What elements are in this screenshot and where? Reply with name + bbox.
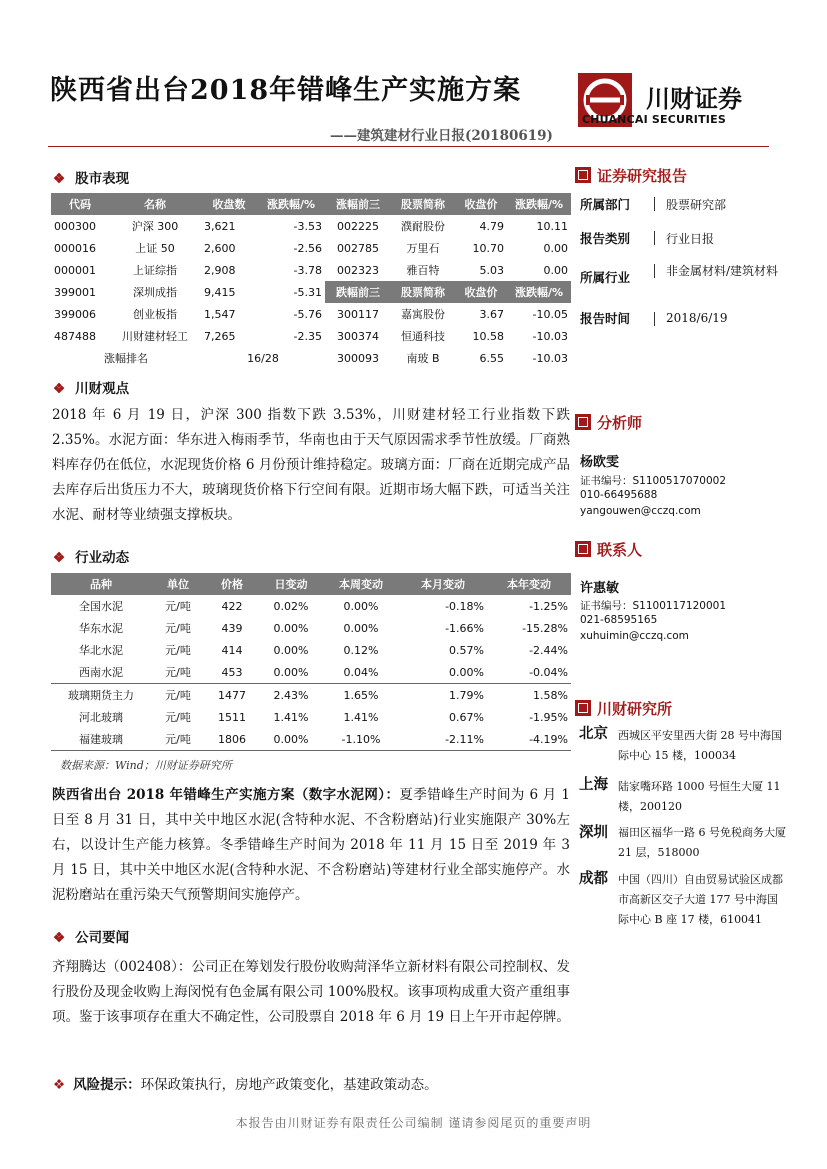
cell: 0.12% — [343, 643, 379, 657]
cell: 422 — [221, 599, 243, 613]
cell: 0.02% — [273, 599, 309, 613]
report-heading — [575, 165, 687, 186]
cell: 300374 — [337, 329, 379, 343]
cell: 300117 — [337, 307, 379, 321]
risk-text: 环保政策执行，房地产政策变化，基建政策动态。 — [140, 1077, 438, 1093]
cell: -1.66% — [445, 621, 484, 635]
cell: -1.10% — [341, 732, 381, 746]
cell: 元/吨 — [165, 733, 191, 746]
section-industry-title: 行业动态 — [75, 550, 130, 566]
cell: -1.25% — [529, 599, 568, 613]
cell: 沪深 300 — [131, 220, 179, 233]
info-label: 报告时间 — [580, 311, 631, 326]
cell: -0.04% — [529, 665, 568, 679]
cell: 3,621 — [204, 219, 236, 233]
cell: 7,265 — [204, 329, 236, 343]
info-separator — [654, 197, 655, 211]
col-header: 本月变动 — [399, 573, 487, 595]
institute-heading — [575, 698, 672, 719]
table-row — [51, 728, 571, 751]
col-header: 涨幅前三 — [325, 193, 391, 215]
table-row — [51, 259, 571, 281]
analyst-email[interactable]: yangouwen@cczq.com — [580, 505, 701, 517]
cell: 元/吨 — [165, 689, 191, 702]
cell: 2.43% — [273, 688, 309, 702]
office-city: 深圳 — [579, 824, 608, 841]
cell: -2.11% — [445, 732, 484, 746]
section-view-title: 川财观点 — [75, 381, 130, 397]
rank-value: 16/28 — [247, 351, 279, 365]
cell: 414 — [221, 643, 243, 657]
cell: 0.00% — [273, 665, 309, 679]
office-address: 中国（四川）自由贸易试验区成都市高新区交子大道 177 号中海国际中心 B 座 17 楼，610041 — [618, 873, 783, 926]
cell: 华北水泥 — [79, 644, 123, 657]
cell: 9,415 — [204, 285, 236, 299]
col-header: 涨跌幅/% — [507, 281, 571, 303]
report-subtitle: ——建筑建材行业日报(20180619) — [330, 128, 553, 144]
info-separator — [654, 231, 655, 245]
col-header: 涨跌幅/% — [257, 193, 325, 215]
news-body: 夏季错峰生产时间为 6 月 1 日至 8 月 31 日，其中关中地区水泥(含特种水泥、不含粉磨站)行业实施限产 30%左右，以设计生产能力核算。冬季错峰生产时间为 2018 年 11 月 15 日至 2019 年 3 月 15 日，其中关中地区水泥(含特种水泥、不含粉磨站)等建材行业全部实施停产。水泥粉磨站在重污染天气预警期间实施停产。 — [52, 787, 570, 903]
cell: -10.03 — [532, 329, 568, 343]
cell: 5.03 — [479, 263, 504, 277]
cell: 0.00% — [449, 665, 484, 679]
report-heading-text: 证券研究报告 — [597, 167, 688, 185]
cell: 1.79% — [449, 688, 484, 702]
risk-line — [53, 1073, 438, 1093]
cell: -1.95% — [529, 710, 568, 724]
info-value: 2018/6/19 — [666, 311, 728, 325]
cell: 元/吨 — [165, 666, 191, 679]
cell: 全国水泥 — [79, 600, 123, 613]
view-paragraph: 2018 年 6 月 19 日，沪深 300 指数下跌 3.53%，川财建材轻工行业指数下跌 2.35%。水泥方面：华东进入梅雨季节，华南也由于天气原因需求季节性放缓。厂商熟料库存仍在低位，水泥现货价格 6 月份预计维持稳定。玻璃方面：厂商在近期完成产品去库存后出货压力不大，玻璃现货价格下行空间有限。近期市场大幅下跌，可适当关注水泥、耐材等业绩强支撑板块。 — [52, 407, 570, 523]
cell: 0.00% — [273, 643, 309, 657]
table-row — [51, 684, 571, 707]
industry-table — [51, 573, 571, 751]
cell: 10.70 — [472, 241, 504, 255]
cell: 万里石 — [406, 242, 440, 255]
table-row — [51, 281, 571, 303]
table-row — [51, 237, 571, 259]
header-divider — [48, 146, 769, 147]
info-label: 所属部门 — [580, 197, 631, 212]
section-industry-heading — [53, 546, 129, 566]
contact-email[interactable]: xuhuimin@cczq.com — [580, 630, 689, 642]
info-separator — [654, 264, 655, 278]
cell: 上证综指 — [133, 264, 177, 277]
office-address: 福田区福华一路 6 号免税商务大厦 21 层，518000 — [618, 826, 786, 859]
cell: 上证 50 — [135, 242, 175, 255]
table-row — [51, 639, 571, 661]
col-header: 名称 — [109, 193, 201, 215]
contact-heading — [575, 539, 642, 560]
office-city: 北京 — [579, 725, 608, 742]
office-city: 上海 — [579, 776, 608, 793]
cell: 元/吨 — [165, 644, 191, 657]
cell: 453 — [221, 665, 243, 679]
cell: 399001 — [54, 285, 96, 299]
cell: 300093 — [337, 351, 379, 365]
info-value: 股票研究部 — [666, 198, 727, 212]
col-header: 品种 — [51, 573, 151, 595]
info-value: 行业日报 — [666, 232, 715, 246]
col-header: 日变动 — [259, 573, 323, 595]
diamond-bullet-icon: ❖ — [53, 550, 66, 566]
rank-label: 涨幅排名 — [104, 352, 148, 365]
cell: -3.53 — [293, 219, 322, 233]
cell: -2.44% — [529, 643, 568, 657]
diamond-bullet-icon: ❖ — [53, 381, 66, 397]
office-address: 陆家嘴环路 1000 号恒生大厦 11 楼，200120 — [618, 780, 781, 813]
contact-phone: 021-68595165 — [580, 614, 658, 626]
cell: 1,547 — [204, 307, 236, 321]
cell: 西南水泥 — [79, 666, 123, 679]
analyst-heading-text: 分析师 — [597, 414, 643, 432]
section-view-heading — [53, 377, 129, 397]
cell: 恒通科技 — [401, 330, 445, 343]
cell: -2.35 — [293, 329, 322, 343]
cell: 2,600 — [204, 241, 236, 255]
cell: 0.00 — [543, 241, 568, 255]
cell: -10.05 — [532, 307, 568, 321]
market-header-row — [51, 193, 571, 215]
logo-english-name: CHUANCAI SECURITIES — [582, 113, 726, 126]
square-bullet-icon — [575, 700, 591, 716]
info-separator — [654, 312, 655, 326]
cell: 嘉寓股份 — [401, 308, 445, 321]
cell: 元/吨 — [165, 711, 191, 724]
cell: 0.00 — [543, 263, 568, 277]
info-value: 非金属材料/建筑材料 — [666, 264, 779, 278]
data-source-note: 数据来源：Wind；川财证券研究所 — [60, 759, 232, 772]
cell: 399006 — [54, 307, 96, 321]
col-header: 单位 — [151, 573, 205, 595]
cell: 福建玻璃 — [79, 733, 123, 746]
cell: 0.00% — [343, 599, 379, 613]
cell: -4.19% — [529, 732, 568, 746]
diamond-bullet-icon: ❖ — [53, 171, 66, 187]
section-market-title: 股市表现 — [75, 171, 130, 187]
cell: 439 — [221, 621, 243, 635]
office-address: 西城区平安里西大街 28 号中海国际中心 15 楼，100034 — [618, 729, 782, 762]
cell: 玻璃期货主力 — [68, 689, 134, 702]
table-row — [51, 706, 571, 728]
office-city: 成都 — [579, 870, 608, 887]
cell: 创业板指 — [133, 308, 177, 321]
cell: 川财建材轻工 — [122, 330, 188, 343]
cell: -3.78 — [293, 263, 322, 277]
cell: 1806 — [218, 732, 246, 746]
table-row — [51, 303, 571, 325]
cell: 1477 — [218, 688, 246, 702]
cell: 0.00% — [343, 621, 379, 635]
market-table — [51, 193, 571, 369]
col-header: 股票简称 — [391, 281, 455, 303]
cell: 0.67% — [449, 710, 484, 724]
cell: 河北玻璃 — [79, 711, 123, 724]
col-header: 代码 — [51, 193, 109, 215]
info-label: 所属行业 — [580, 270, 631, 285]
cell: 元/吨 — [165, 600, 191, 613]
col-header: 跌幅前三 — [325, 281, 391, 303]
company-paragraph: 齐翔腾达（002408）：公司正在筹划发行股份收购菏泽华立新材料有限公司控制权、发行股份及现金收购上海闵悦有色金属有限公司 100%股权。该事项构成重大资产重组事项。鉴于该事项存在重大不确定性，公司股票自 2018 年 6 月 19 日上午开市起停牌。 — [52, 959, 570, 1025]
cell: -5.31 — [293, 285, 322, 299]
cell: 1511 — [218, 710, 246, 724]
square-bullet-icon — [575, 541, 591, 557]
risk-label: 风险提示： — [73, 1077, 141, 1093]
cell: 002785 — [337, 241, 379, 255]
contact-heading-text: 联系人 — [597, 541, 643, 559]
cell: 0.00% — [273, 621, 309, 635]
section-company-title: 公司要闻 — [75, 930, 130, 946]
col-header: 涨跌幅/% — [507, 193, 571, 215]
cell: 1.65% — [343, 688, 379, 702]
table-row — [51, 595, 571, 617]
cell: 0.00% — [273, 732, 309, 746]
industry-header-row — [51, 573, 571, 595]
square-bullet-icon — [575, 414, 591, 430]
cell: -0.18% — [445, 599, 484, 613]
col-header: 本周变动 — [323, 573, 399, 595]
cell: 华东水泥 — [79, 622, 123, 635]
cell: 0.57% — [449, 643, 484, 657]
col-header: 收盘价 — [455, 281, 507, 303]
section-market-heading — [53, 167, 129, 187]
cell: 濮耐股份 — [401, 220, 445, 233]
cell: 002225 — [337, 219, 379, 233]
cell: 4.79 — [479, 219, 504, 233]
table-row — [51, 347, 571, 369]
cell: 雅百特 — [406, 264, 440, 277]
analyst-heading — [575, 412, 642, 433]
cell: 0.04% — [343, 665, 379, 679]
col-header: 价格 — [205, 573, 259, 595]
cell: 000016 — [54, 241, 96, 255]
logo-chinese-name: 川财证券 — [646, 85, 742, 113]
section-company-heading — [53, 926, 129, 946]
contact-name: 许惠敏 — [580, 581, 620, 596]
info-label: 报告类别 — [580, 231, 631, 246]
analyst-name: 杨欧雯 — [580, 455, 620, 470]
table-row — [51, 215, 571, 237]
cell: 1.41% — [343, 710, 379, 724]
cell: 2,908 — [204, 263, 236, 277]
cell: 487488 — [54, 329, 96, 343]
cell: 元/吨 — [165, 622, 191, 635]
cell: -2.56 — [293, 241, 322, 255]
col-header: 股票简称 — [391, 193, 455, 215]
square-bullet-icon — [575, 167, 591, 183]
diamond-bullet-icon: ❖ — [53, 1077, 66, 1093]
cell: 1.41% — [273, 710, 309, 724]
cell: 6.55 — [479, 351, 504, 365]
diamond-bullet-icon: ❖ — [53, 930, 66, 946]
table-row — [51, 661, 571, 684]
page-title: 陕西省出台2018年错峰生产实施方案 — [50, 75, 522, 106]
cell: 10.58 — [472, 329, 504, 343]
cell: -10.03 — [532, 351, 568, 365]
cell: 南玻 B — [406, 352, 440, 365]
table-row — [51, 617, 571, 639]
cell: 000300 — [54, 219, 96, 233]
col-header: 本年变动 — [487, 573, 571, 595]
analyst-phone: 010-66495688 — [580, 489, 658, 501]
cell: 3.67 — [479, 307, 504, 321]
cell: -5.76 — [293, 307, 322, 321]
cell: 1.58% — [533, 688, 568, 702]
cell: 000001 — [54, 263, 96, 277]
cell: 002323 — [337, 263, 379, 277]
contact-cert: 证书编号：S1100117120001 — [580, 600, 727, 612]
cell: 深圳成指 — [133, 286, 177, 299]
analyst-cert: 证书编号：S1100517070002 — [580, 475, 727, 487]
table-row — [51, 325, 571, 347]
cell: -15.28% — [522, 621, 568, 635]
col-header: 收盘数 — [201, 193, 257, 215]
cell: 10.11 — [536, 219, 568, 233]
news-paragraph — [52, 783, 570, 908]
page-footer: 本报告由川财证券有限责任公司编制 谨请参阅尾页的重要声明 — [235, 1116, 592, 1130]
news-lead: 陕西省出台 2018 年错峰生产实施方案（数字水泥网）： — [52, 787, 400, 803]
institute-heading-text: 川财研究所 — [597, 700, 673, 718]
col-header: 收盘价 — [455, 193, 507, 215]
